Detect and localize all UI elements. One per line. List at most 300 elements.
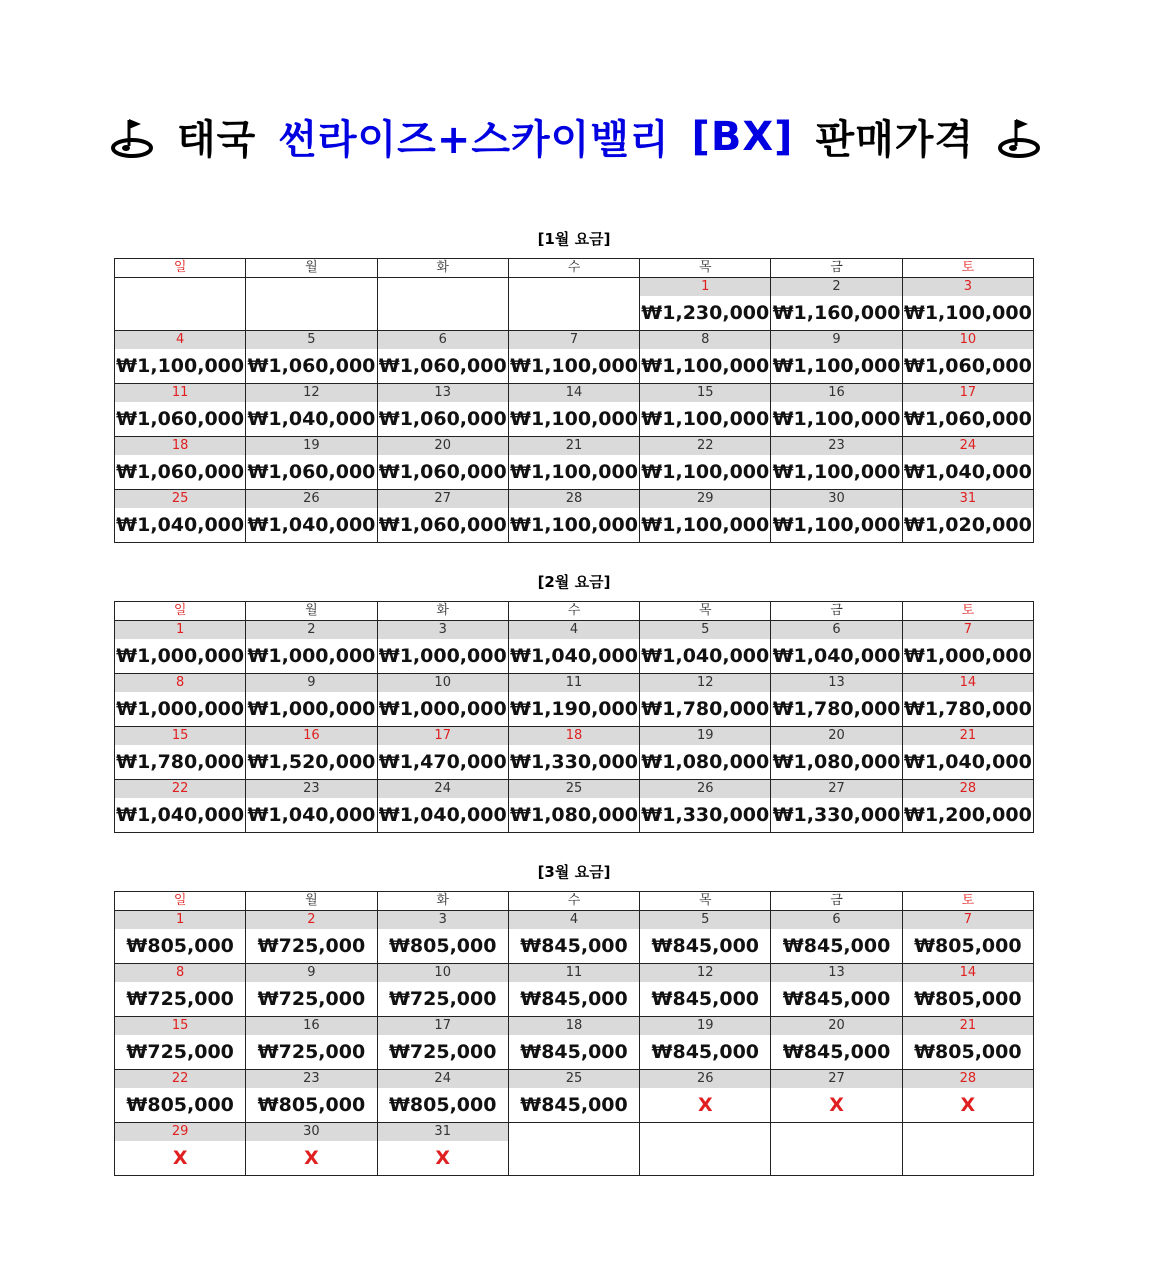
day-cell bbox=[377, 727, 508, 780]
weekday-header: 수 bbox=[508, 892, 639, 911]
week-row bbox=[115, 674, 1034, 727]
unavailable-mark: X bbox=[435, 1147, 451, 1169]
price-value: ₩845,000 bbox=[651, 1041, 760, 1063]
day-number: 27 bbox=[771, 780, 901, 798]
day-number: 28 bbox=[903, 780, 1033, 798]
price-value: ₩1,000,000 bbox=[247, 698, 376, 720]
price-value: ₩805,000 bbox=[126, 1094, 234, 1116]
week-row bbox=[115, 278, 1034, 331]
day-cell bbox=[246, 331, 377, 384]
price-value: ₩1,100,000 bbox=[510, 355, 638, 377]
day-cell bbox=[115, 1070, 246, 1123]
day-number: 1 bbox=[115, 621, 245, 639]
weekday-header: 토 bbox=[902, 892, 1033, 911]
day-number: 15 bbox=[640, 384, 770, 402]
day-number: 20 bbox=[771, 727, 901, 745]
price-value: ₩1,080,000 bbox=[641, 751, 770, 773]
price-value: ₩1,470,000 bbox=[378, 751, 507, 773]
day-number: 24 bbox=[903, 437, 1033, 455]
day-cell bbox=[377, 331, 508, 384]
weekday-header: 목 bbox=[640, 892, 771, 911]
day-number: 5 bbox=[640, 621, 770, 639]
day-cell bbox=[640, 1017, 771, 1070]
week-row bbox=[115, 384, 1034, 437]
day-number: 10 bbox=[903, 331, 1033, 349]
price-value: ₩1,060,000 bbox=[247, 461, 376, 483]
day-number: 10 bbox=[378, 674, 508, 692]
day-cell bbox=[508, 384, 639, 437]
golf-flag-icon bbox=[996, 114, 1042, 160]
day-number: 19 bbox=[246, 437, 376, 455]
weekday-header: 월 bbox=[246, 602, 377, 621]
day-cell bbox=[771, 674, 902, 727]
day-number: 7 bbox=[903, 911, 1033, 929]
price-value: ₩805,000 bbox=[388, 935, 497, 957]
day-cell bbox=[902, 964, 1033, 1017]
day-number: 9 bbox=[771, 331, 901, 349]
day-number: 26 bbox=[640, 1070, 770, 1088]
weekday-header: 금 bbox=[771, 602, 902, 621]
day-cell bbox=[508, 964, 639, 1017]
day-cell bbox=[115, 331, 246, 384]
empty-cell bbox=[115, 278, 246, 331]
day-cell bbox=[771, 911, 902, 964]
day-number: 15 bbox=[115, 727, 245, 745]
day-number: 30 bbox=[246, 1123, 376, 1141]
title-product: 썬라이즈+스카이밸리 bbox=[278, 117, 670, 163]
day-cell bbox=[640, 964, 771, 1017]
day-number: 3 bbox=[378, 911, 508, 929]
weekday-header: 금 bbox=[771, 259, 902, 278]
day-number: 2 bbox=[246, 621, 376, 639]
day-number: 21 bbox=[903, 727, 1033, 745]
day-number: 23 bbox=[246, 780, 376, 798]
day-cell bbox=[902, 780, 1033, 833]
day-number: 23 bbox=[771, 437, 901, 455]
day-number: 9 bbox=[246, 964, 376, 982]
price-value: ₩1,000,000 bbox=[116, 698, 245, 720]
day-cell bbox=[246, 384, 377, 437]
day-cell bbox=[115, 780, 246, 833]
day-number: 7 bbox=[509, 331, 639, 349]
day-number: 2 bbox=[771, 278, 901, 296]
day-cell bbox=[115, 621, 246, 674]
day-number: 12 bbox=[640, 964, 770, 982]
day-cell bbox=[640, 621, 771, 674]
day-number: 18 bbox=[115, 437, 245, 455]
price-value: ₩1,000,000 bbox=[247, 645, 376, 667]
day-number: 11 bbox=[115, 384, 245, 402]
day-cell bbox=[771, 1070, 902, 1123]
weekday-header-row bbox=[115, 602, 1034, 621]
week-row bbox=[115, 1017, 1034, 1070]
price-value: ₩1,000,000 bbox=[378, 645, 507, 667]
day-number: 11 bbox=[509, 674, 639, 692]
day-number: 22 bbox=[115, 780, 245, 798]
price-value: ₩1,060,000 bbox=[116, 461, 245, 483]
day-cell bbox=[246, 437, 377, 490]
weekday-header: 화 bbox=[377, 892, 508, 911]
empty-cell bbox=[771, 1123, 902, 1176]
month-caption: [2월 요금] bbox=[537, 573, 611, 591]
day-cell bbox=[902, 331, 1033, 384]
price-value: ₩1,780,000 bbox=[903, 698, 1032, 720]
day-cell bbox=[115, 674, 246, 727]
day-cell bbox=[115, 964, 246, 1017]
price-value: ₩845,000 bbox=[520, 1094, 628, 1116]
unavailable-mark: X bbox=[304, 1147, 319, 1169]
day-number: 10 bbox=[378, 964, 508, 982]
price-value: ₩725,000 bbox=[257, 935, 366, 957]
day-cell bbox=[246, 780, 377, 833]
day-number: 6 bbox=[378, 331, 508, 349]
price-value: ₩1,100,000 bbox=[116, 355, 245, 377]
day-number: 20 bbox=[771, 1017, 901, 1035]
day-number: 11 bbox=[509, 964, 639, 982]
price-value: ₩1,060,000 bbox=[116, 408, 245, 430]
day-cell bbox=[902, 727, 1033, 780]
month-caption: [1월 요금] bbox=[537, 230, 611, 248]
price-value: ₩725,000 bbox=[257, 988, 366, 1010]
day-number: 18 bbox=[509, 727, 639, 745]
price-value: ₩1,100,000 bbox=[903, 302, 1032, 324]
day-number: 8 bbox=[115, 674, 245, 692]
day-number: 17 bbox=[378, 727, 508, 745]
day-number: 24 bbox=[378, 780, 508, 798]
day-cell bbox=[508, 490, 639, 543]
week-row bbox=[115, 331, 1034, 384]
day-number: 16 bbox=[771, 384, 901, 402]
price-value: ₩1,040,000 bbox=[510, 645, 638, 667]
week-row bbox=[115, 780, 1034, 833]
weekday-header: 금 bbox=[771, 892, 902, 911]
week-row bbox=[115, 727, 1034, 780]
day-cell bbox=[115, 437, 246, 490]
day-cell bbox=[246, 1017, 377, 1070]
price-value: ₩1,100,000 bbox=[641, 355, 770, 377]
price-value: ₩1,080,000 bbox=[772, 751, 901, 773]
day-cell bbox=[771, 490, 902, 543]
day-cell bbox=[640, 384, 771, 437]
day-cell bbox=[246, 621, 377, 674]
day-number: 17 bbox=[903, 384, 1033, 402]
day-number: 3 bbox=[903, 278, 1033, 296]
price-value: ₩805,000 bbox=[388, 1094, 497, 1116]
weekday-header: 수 bbox=[508, 602, 639, 621]
day-cell bbox=[508, 331, 639, 384]
price-value: ₩725,000 bbox=[388, 988, 497, 1010]
price-value: ₩1,100,000 bbox=[641, 514, 770, 536]
unavailable-mark: X bbox=[960, 1094, 976, 1116]
price-value: ₩725,000 bbox=[257, 1041, 366, 1063]
day-cell bbox=[377, 674, 508, 727]
title-country: 태국 bbox=[176, 117, 257, 163]
price-value: ₩845,000 bbox=[782, 988, 891, 1010]
price-value: ₩1,060,000 bbox=[378, 355, 507, 377]
day-cell bbox=[640, 674, 771, 727]
day-cell bbox=[377, 384, 508, 437]
month-january bbox=[114, 230, 1034, 543]
price-value: ₩1,060,000 bbox=[378, 514, 507, 536]
weekday-header: 일 bbox=[115, 259, 246, 278]
weekday-header: 일 bbox=[115, 602, 246, 621]
price-value: ₩1,100,000 bbox=[510, 461, 638, 483]
day-number: 9 bbox=[246, 674, 376, 692]
day-cell bbox=[640, 780, 771, 833]
price-value: ₩1,040,000 bbox=[247, 514, 376, 536]
day-number: 30 bbox=[771, 490, 901, 508]
day-number: 19 bbox=[640, 1017, 770, 1035]
day-number: 3 bbox=[378, 621, 508, 639]
day-number: 8 bbox=[640, 331, 770, 349]
price-value: ₩725,000 bbox=[388, 1041, 497, 1063]
unavailable-mark: X bbox=[829, 1094, 844, 1116]
day-number: 6 bbox=[771, 621, 901, 639]
day-number: 24 bbox=[378, 1070, 508, 1088]
day-cell bbox=[115, 727, 246, 780]
day-number: 16 bbox=[246, 1017, 376, 1035]
day-cell bbox=[902, 1017, 1033, 1070]
week-row bbox=[115, 621, 1034, 674]
price-calendar bbox=[114, 601, 1034, 833]
day-cell bbox=[640, 331, 771, 384]
day-cell bbox=[771, 621, 902, 674]
day-cell bbox=[640, 911, 771, 964]
day-cell bbox=[771, 437, 902, 490]
weekday-header: 월 bbox=[246, 259, 377, 278]
day-cell bbox=[508, 437, 639, 490]
unavailable-mark: X bbox=[172, 1147, 188, 1169]
day-number: 31 bbox=[903, 490, 1033, 508]
empty-cell bbox=[377, 278, 508, 331]
day-cell bbox=[377, 490, 508, 543]
day-number: 14 bbox=[903, 964, 1033, 982]
day-number: 21 bbox=[509, 437, 639, 455]
day-number: 1 bbox=[115, 911, 245, 929]
price-value: ₩1,080,000 bbox=[510, 804, 638, 826]
price-value: ₩1,000,000 bbox=[116, 645, 245, 667]
price-value: ₩1,040,000 bbox=[247, 804, 376, 826]
day-number: 5 bbox=[640, 911, 770, 929]
day-number: 5 bbox=[246, 331, 376, 349]
empty-cell bbox=[508, 1123, 639, 1176]
price-calendar bbox=[114, 258, 1034, 543]
title-code: [BX] bbox=[691, 113, 794, 160]
day-number: 13 bbox=[771, 964, 901, 982]
day-number: 2 bbox=[246, 911, 376, 929]
day-number: 6 bbox=[771, 911, 901, 929]
day-cell bbox=[115, 1017, 246, 1070]
day-cell bbox=[246, 490, 377, 543]
day-number: 12 bbox=[640, 674, 770, 692]
price-value: ₩1,040,000 bbox=[116, 514, 245, 536]
price-value: ₩1,520,000 bbox=[247, 751, 376, 773]
day-cell bbox=[771, 964, 902, 1017]
price-value: ₩1,100,000 bbox=[641, 461, 770, 483]
day-cell bbox=[246, 1070, 377, 1123]
day-cell bbox=[902, 674, 1033, 727]
day-cell bbox=[377, 621, 508, 674]
price-value: ₩1,160,000 bbox=[772, 302, 901, 324]
day-number: 13 bbox=[771, 674, 901, 692]
day-cell bbox=[246, 964, 377, 1017]
month-caption: [3월 요금] bbox=[537, 863, 611, 881]
day-cell bbox=[508, 1070, 639, 1123]
day-cell bbox=[377, 1123, 508, 1176]
price-value: ₩1,040,000 bbox=[116, 804, 245, 826]
day-number: 14 bbox=[903, 674, 1033, 692]
price-value: ₩805,000 bbox=[914, 988, 1022, 1010]
day-number: 27 bbox=[771, 1070, 901, 1088]
day-number: 21 bbox=[903, 1017, 1033, 1035]
price-value: ₩1,040,000 bbox=[772, 645, 901, 667]
unavailable-mark: X bbox=[697, 1094, 713, 1116]
price-value: ₩1,040,000 bbox=[903, 751, 1032, 773]
price-value: ₩1,200,000 bbox=[903, 804, 1032, 826]
day-cell bbox=[640, 437, 771, 490]
day-cell bbox=[508, 727, 639, 780]
day-number: 28 bbox=[509, 490, 639, 508]
day-number: 4 bbox=[509, 621, 639, 639]
week-row bbox=[115, 437, 1034, 490]
day-number: 22 bbox=[640, 437, 770, 455]
week-row bbox=[115, 964, 1034, 1017]
price-value: ₩1,000,000 bbox=[378, 698, 507, 720]
day-cell bbox=[640, 278, 771, 331]
day-cell bbox=[902, 278, 1033, 331]
day-number: 26 bbox=[246, 490, 376, 508]
price-value: ₩805,000 bbox=[257, 1094, 366, 1116]
price-value: ₩1,230,000 bbox=[641, 302, 770, 324]
day-cell bbox=[771, 384, 902, 437]
week-row bbox=[115, 490, 1034, 543]
day-cell bbox=[508, 911, 639, 964]
day-number: 19 bbox=[640, 727, 770, 745]
price-value: ₩1,100,000 bbox=[772, 461, 901, 483]
day-cell bbox=[902, 490, 1033, 543]
price-value: ₩1,100,000 bbox=[772, 355, 901, 377]
empty-cell bbox=[902, 1123, 1033, 1176]
weekday-header: 수 bbox=[508, 259, 639, 278]
empty-cell bbox=[640, 1123, 771, 1176]
page-title bbox=[0, 108, 1151, 165]
day-cell bbox=[902, 384, 1033, 437]
day-number: 16 bbox=[246, 727, 376, 745]
day-number: 13 bbox=[378, 384, 508, 402]
day-number: 25 bbox=[509, 1070, 639, 1088]
day-number: 17 bbox=[378, 1017, 508, 1035]
weekday-header-row bbox=[115, 892, 1034, 911]
price-calendar bbox=[114, 891, 1034, 1176]
day-cell bbox=[640, 490, 771, 543]
day-cell bbox=[902, 437, 1033, 490]
price-value: ₩1,330,000 bbox=[772, 804, 901, 826]
price-value: ₩845,000 bbox=[520, 935, 628, 957]
weekday-header: 일 bbox=[115, 892, 246, 911]
price-value: ₩1,060,000 bbox=[378, 408, 507, 430]
price-value: ₩725,000 bbox=[126, 1041, 234, 1063]
day-cell bbox=[115, 490, 246, 543]
day-number: 26 bbox=[640, 780, 770, 798]
day-cell bbox=[771, 1017, 902, 1070]
day-cell bbox=[771, 278, 902, 331]
price-value: ₩1,100,000 bbox=[641, 408, 770, 430]
price-value: ₩1,060,000 bbox=[378, 461, 507, 483]
empty-cell bbox=[508, 278, 639, 331]
weekday-header: 토 bbox=[902, 602, 1033, 621]
price-value: ₩1,040,000 bbox=[903, 461, 1032, 483]
day-cell bbox=[902, 911, 1033, 964]
day-cell bbox=[902, 1070, 1033, 1123]
day-cell bbox=[508, 674, 639, 727]
day-cell bbox=[640, 727, 771, 780]
day-number: 8 bbox=[115, 964, 245, 982]
price-value: ₩1,060,000 bbox=[903, 408, 1032, 430]
weekday-header-row bbox=[115, 259, 1034, 278]
price-value: ₩1,190,000 bbox=[510, 698, 638, 720]
day-cell bbox=[246, 674, 377, 727]
price-value: ₩805,000 bbox=[914, 1041, 1022, 1063]
price-value: ₩1,100,000 bbox=[772, 408, 901, 430]
day-number: 29 bbox=[640, 490, 770, 508]
month-february bbox=[114, 573, 1034, 833]
day-cell bbox=[771, 780, 902, 833]
weekday-header: 화 bbox=[377, 259, 508, 278]
price-value: ₩1,780,000 bbox=[641, 698, 770, 720]
day-cell bbox=[377, 780, 508, 833]
day-cell bbox=[115, 384, 246, 437]
price-value: ₩1,100,000 bbox=[772, 514, 901, 536]
weekday-header: 월 bbox=[246, 892, 377, 911]
day-cell bbox=[508, 621, 639, 674]
day-cell bbox=[377, 437, 508, 490]
price-value: ₩845,000 bbox=[651, 935, 760, 957]
day-cell bbox=[508, 780, 639, 833]
week-row bbox=[115, 1123, 1034, 1176]
week-row bbox=[115, 911, 1034, 964]
day-cell bbox=[377, 1070, 508, 1123]
empty-cell bbox=[246, 278, 377, 331]
day-number: 31 bbox=[378, 1123, 508, 1141]
price-value: ₩805,000 bbox=[914, 935, 1022, 957]
price-value: ₩845,000 bbox=[520, 988, 628, 1010]
day-number: 18 bbox=[509, 1017, 639, 1035]
day-number: 15 bbox=[115, 1017, 245, 1035]
price-value: ₩1,330,000 bbox=[510, 751, 638, 773]
day-number: 23 bbox=[246, 1070, 376, 1088]
day-cell bbox=[902, 621, 1033, 674]
day-number: 4 bbox=[115, 331, 245, 349]
day-number: 25 bbox=[115, 490, 245, 508]
price-value: ₩1,330,000 bbox=[641, 804, 770, 826]
price-value: ₩1,040,000 bbox=[247, 408, 376, 430]
day-number: 1 bbox=[640, 278, 770, 296]
price-value: ₩805,000 bbox=[126, 935, 234, 957]
day-cell bbox=[640, 1070, 771, 1123]
day-cell bbox=[246, 727, 377, 780]
day-cell bbox=[115, 911, 246, 964]
weekday-header: 목 bbox=[640, 259, 771, 278]
price-value: ₩1,020,000 bbox=[903, 514, 1032, 536]
day-cell bbox=[377, 911, 508, 964]
day-number: 7 bbox=[903, 621, 1033, 639]
price-value: ₩1,780,000 bbox=[772, 698, 901, 720]
price-value: ₩845,000 bbox=[651, 988, 760, 1010]
price-value: ₩1,100,000 bbox=[510, 514, 638, 536]
price-value: ₩1,060,000 bbox=[903, 355, 1032, 377]
weekday-header: 토 bbox=[902, 259, 1033, 278]
day-cell bbox=[508, 1017, 639, 1070]
